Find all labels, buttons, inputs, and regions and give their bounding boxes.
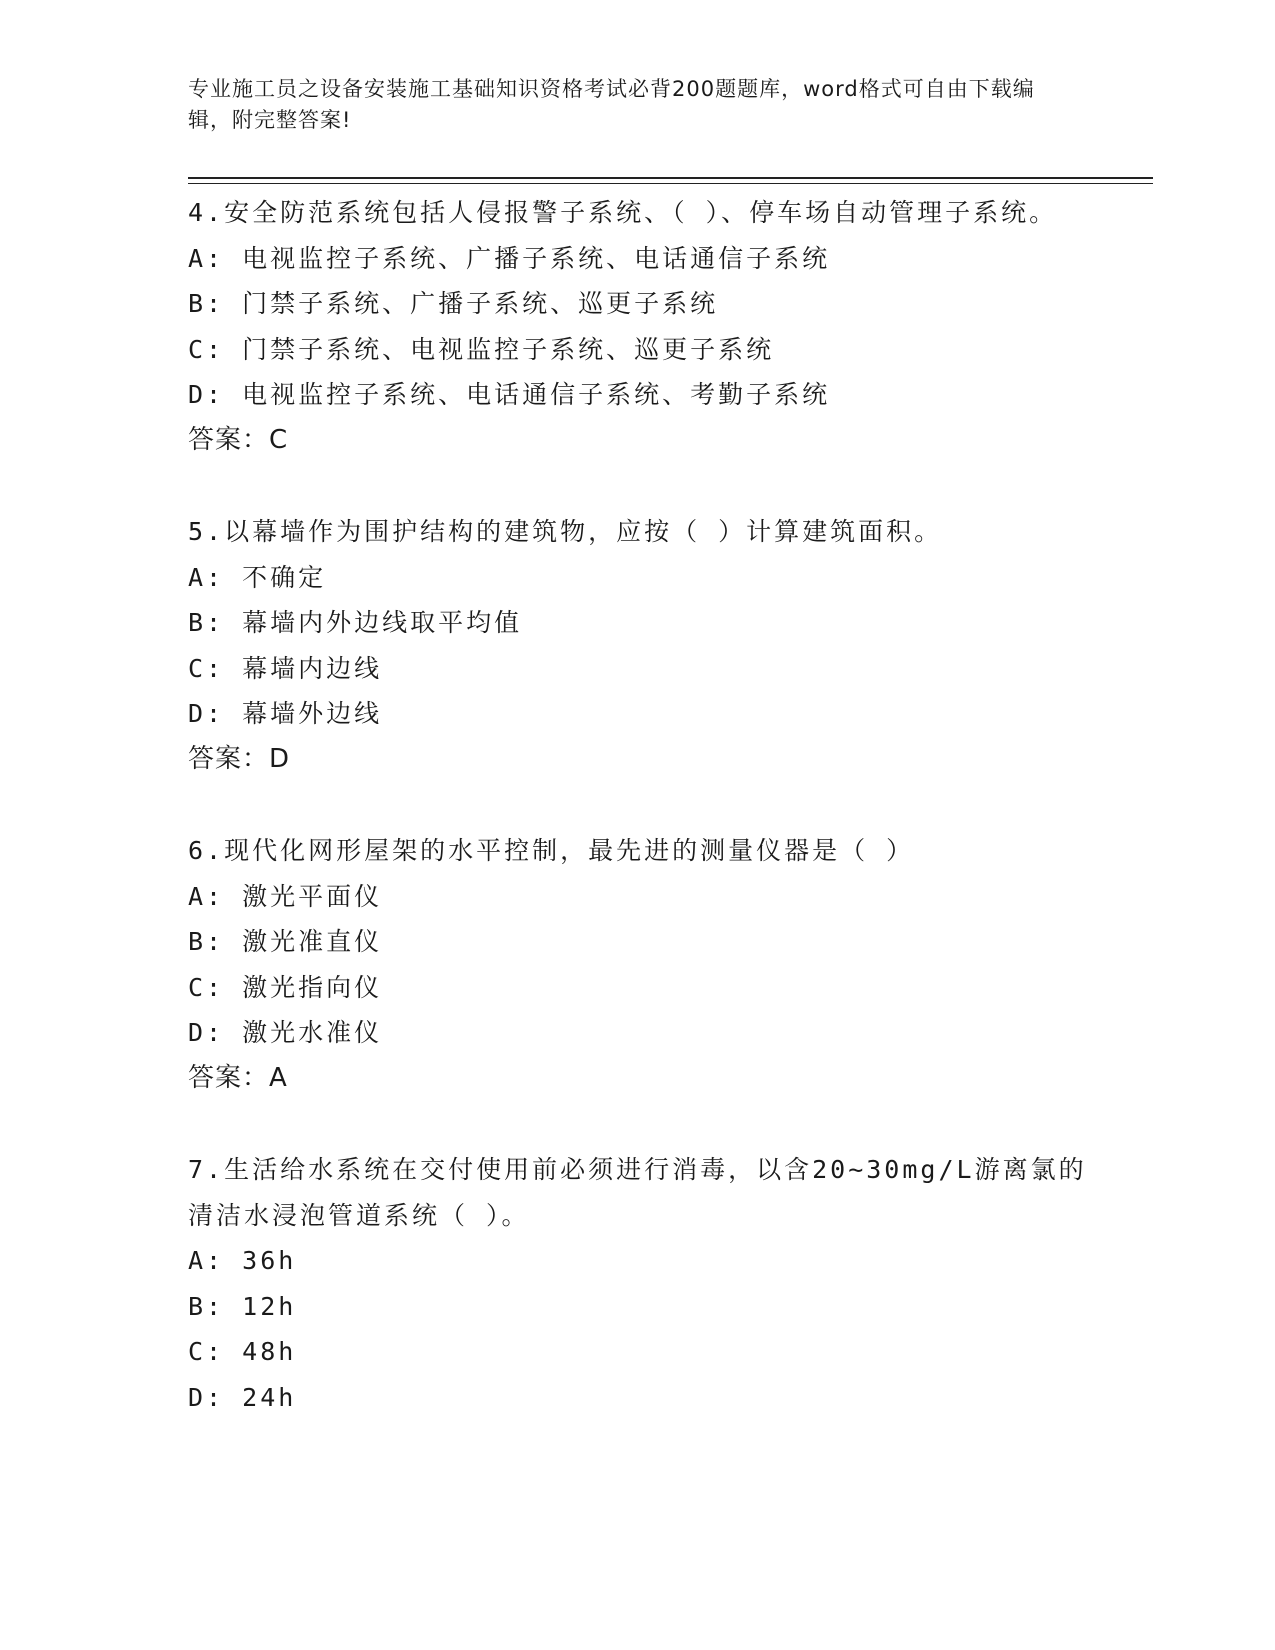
option-c: C: 48h	[188, 1337, 297, 1366]
question-stem: 6.现代化网形屋架的水平控制，最先进的测量仪器是（ ）	[188, 836, 915, 865]
question-5	[188, 509, 1088, 782]
option-c: C: 门禁子系统、电视监控子系统、巡更子系统	[188, 334, 775, 364]
header-divider-thin	[188, 183, 1153, 184]
answer-label: 答案：C	[188, 424, 289, 455]
option-b: B: 幕墙内外边线取平均值	[188, 608, 523, 637]
answer-label: 答案：A	[188, 1062, 288, 1093]
header-divider-thick	[188, 177, 1153, 179]
option-b: B: 门禁子系统、广播子系统、巡更子系统	[188, 289, 719, 318]
option-a: A: 不确定	[188, 562, 327, 592]
question-list	[188, 190, 1088, 1466]
option-b: B: 激光准直仪	[188, 927, 383, 956]
option-d: D: 激光水准仪	[188, 1018, 383, 1047]
option-a: A: 36h	[188, 1246, 297, 1275]
option-c: C: 激光指向仪	[188, 972, 383, 1002]
question-7	[188, 1147, 1088, 1420]
answer-label: 答案：D	[188, 743, 291, 774]
question-stem: 4.安全防范系统包括人侵报警子系统、（ ）、停车场自动管理子系统。	[188, 198, 1058, 227]
option-a: A: 激光平面仪	[188, 881, 383, 911]
document-header: 专业施工员之设备安装施工基础知识资格考试必背200题题库，word格式可自由下载编辑，附完整答案!	[188, 77, 1035, 132]
option-a: A: 电视监控子系统、广播子系统、电话通信子系统	[188, 243, 831, 273]
question-stem: 5.以幕墙作为围护结构的建筑物，应按（ ）计算建筑面积。	[188, 517, 943, 546]
option-d: D: 电视监控子系统、电话通信子系统、考勤子系统	[188, 380, 831, 409]
question-6	[188, 828, 1088, 1101]
question-4	[188, 190, 1088, 463]
question-stem: 7.生活给水系统在交付使用前必须进行消毒，以含20~30mg/L游离氯的清洁水浸泡管道系统（ ）。	[188, 1155, 1087, 1230]
option-c: C: 幕墙内边线	[188, 653, 383, 683]
option-d: D: 幕墙外边线	[188, 699, 383, 728]
option-b: B: 12h	[188, 1291, 297, 1321]
option-d: D: 24h	[188, 1382, 297, 1412]
